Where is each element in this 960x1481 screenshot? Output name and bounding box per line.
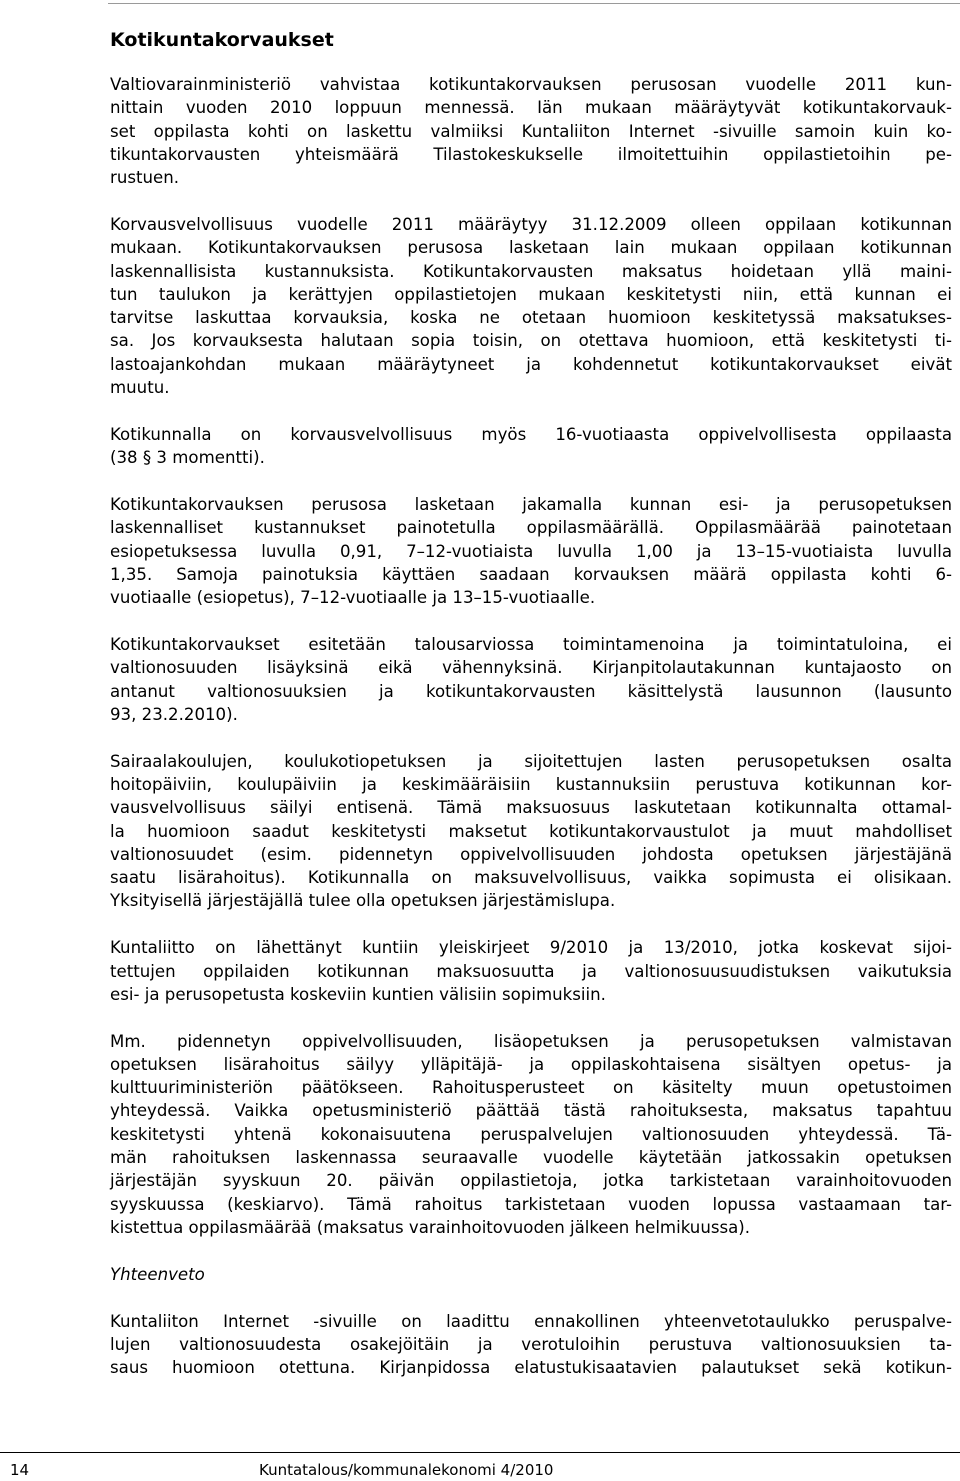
text-line: Kuntaliitto on lähettänyt kuntiin yleiskirjeet 9/2010 ja 13/2010, jotka koskevat sijoi- (110, 938, 952, 958)
section-subheading: Yhteenveto (110, 1264, 205, 1284)
paragraph (110, 493, 952, 609)
text-line: järjestäjän syyskuun 20. päivän oppilastietoja, jotka tarkistetaan varainhoitovuoden (110, 1171, 952, 1191)
paragraph-list (110, 73, 952, 1239)
text-line: esiopetuksessa luvulla 0,91, 7–12-vuotiaista luvulla 1,00 ja 13–15-vuotiaista luvulla (110, 541, 952, 561)
publication-title: Kuntatalous/kommunalekonomi 4/2010 (259, 1461, 554, 1479)
text-line: Sairaalakoulujen, koulukotiopetuksen ja sijoitettujen lasten perusopetuksen osalta (110, 751, 952, 771)
text-line: laskennalliset kustannukset painotetulla oppilasmäärällä. Oppilasmäärää painotetaan (110, 518, 952, 538)
page-number: 14 (10, 1461, 30, 1479)
text-line: (38 § 3 momentti). (110, 448, 265, 468)
text-line: opetuksen lisärahoitus säilyy ylläpitäjä- ja oppilaskohtaisena sisältyen opetus- ja (110, 1054, 952, 1074)
paragraph (110, 213, 952, 399)
paragraph (110, 633, 952, 726)
text-line: keskitetysti yhtenä kokonaisuutena peruspalvelujen valtionosuuden yhteydessä. Tä- (110, 1124, 952, 1144)
text-line: Yksityisellä järjestäjällä tulee olla opetuksen järjestämislupa. (110, 891, 616, 911)
text-line: Kotikuntakorvaukset esitetään talousarviossa toimintamenoina ja toimintatuloina, ei (110, 634, 952, 654)
text-line: kistettua oppilasmäärää (maksatus varainhoitovuoden jälkeen helmikuussa). (110, 1217, 751, 1237)
document-body (110, 26, 952, 1403)
text-line: kulttuuriministeriön päätökseen. Rahoitusperusteet on käsitelty muun opetustoimen (110, 1078, 952, 1098)
paragraph (110, 73, 952, 189)
paragraph (110, 936, 952, 1006)
text-line: tarvitse laskuttaa korvauksia, koska ne otetaan huomioon keskitetyssä maksatukses- (110, 308, 952, 328)
text-line: Kotikuntakorvauksen perusosa lasketaan jakamalla kunnan esi- ja perusopetuksen (110, 494, 952, 514)
text-line: nittain vuoden 2010 loppuun mennessä. Iän mukaan määräytyvät kotikuntakorvauk- (110, 98, 952, 118)
text-line: hoitopäiviin, koulupäiviin ja keskimääräisiin kustannuksiin perustuva kotikunnan kor- (110, 774, 952, 794)
paragraph (110, 1030, 952, 1240)
closing-paragraph (110, 1310, 952, 1380)
text-line: lujen valtionosuudesta osakejöitäin ja verotuloihin perustuva valtionosuuksien ta- (110, 1334, 952, 1354)
text-line: 93, 23.2.2010). (110, 704, 238, 724)
text-line: lastoajankohdan mukaan määräytyneet ja kohdennetut kotikuntakorvaukset eivät (110, 354, 952, 374)
text-line: laskennallisista kustannuksista. Kotikuntakorvausten maksatus hoidetaan yllä maini- (110, 261, 952, 281)
text-line: vuotiaalle (esiopetus), 7–12-vuotiaalle ja 13–15-vuotiaalle. (110, 588, 596, 608)
text-line: Kotikunnalla on korvausvelvollisuus myös 16-vuotiaasta oppivelvollisesta oppilaasta (110, 424, 952, 444)
text-line: tun taulukon ja kerättyjen oppilastietojen mukaan keskitetysti niin, että kunnan ei (110, 284, 952, 304)
text-line: rustuen. (110, 168, 180, 188)
text-line: syyskuussa (keskiarvo). Tämä rahoitus tarkistetaan vuoden lopussa vastaamaan tar- (110, 1194, 952, 1214)
text-line: män rahoituksen laskennassa seuraavalle vuodelle käytetään jatkossakin opetuksen (110, 1148, 952, 1168)
text-line: antanut valtionosuuksien ja kotikuntakorvausten käsittelystä lausunnon (lausunto (110, 681, 952, 701)
text-line: esi- ja perusopetusta koskeviin kuntien välisiin sopimuksiin. (110, 984, 606, 1004)
page-title: Kotikuntakorvaukset (110, 29, 334, 51)
text-line: 1,35. Samoja painotuksia käyttäen saadaan korvauksen määrä oppilasta kohti 6- (110, 564, 952, 584)
text-line: valtionosuuden lisäyksinä eikä vähennyksinä. Kirjanpitolautakunnan kuntajaosto on (110, 658, 952, 678)
text-line: mukaan. Kotikuntakorvauksen perusosa lasketaan lain mukaan oppilaan kotikunnan (110, 238, 952, 258)
paragraph (110, 750, 952, 913)
text-line: Kuntaliiton Internet -sivuille on laadittu ennakollinen yhteenvetotaulukko peruspalve- (110, 1311, 952, 1331)
text-line: saatu lisärahoitus). Kotikunnalla on maksuvelvollisuus, vaikka sopimusta ei olisikaan. (110, 868, 952, 888)
text-line: saus huomioon otettuna. Kirjanpidossa elatustukisaatavien palautukset sekä kotikun- (110, 1358, 952, 1378)
text-line: set oppilasta kohti on laskettu valmiiksi Kuntaliiton Internet -sivuille samoin kuin ko- (110, 121, 952, 141)
text-line: tikuntakorvausten yhteismäärä Tilastokeskukselle ilmoitettuihin oppilastietoihin pe- (110, 144, 952, 164)
text-line: tettujen oppilaiden kotikunnan maksuosuutta ja valtionosuusuudistuksen vaikutuksia (110, 961, 952, 981)
text-line: yhteydessä. Vaikka opetusministeriö päättää tästä rahoituksesta, maksatus tapahtuu (110, 1101, 952, 1121)
text-line: vausvelvollisuus säilyi entisenä. Tämä maksuosuus laskutetaan kotikunnalta ottamal- (110, 798, 952, 818)
footer-rule (0, 1452, 960, 1453)
text-line: muutu. (110, 378, 170, 398)
text-line: Korvausvelvollisuus vuodelle 2011 määräytyy 31.12.2009 olleen oppilaan kotikunnan (110, 214, 952, 234)
text-line: la huomioon saadut keskitetysti maksetut kotikuntakorvaustulot ja muut mahdolliset (110, 821, 952, 841)
text-line: Mm. pidennetyn oppivelvollisuuden, lisäopetuksen ja perusopetuksen valmistavan (110, 1031, 952, 1051)
text-line: Valtiovarainministeriö vahvistaa kotikuntakorvauksen perusosan vuodelle 2011 kun- (110, 75, 952, 94)
paragraph (110, 423, 952, 470)
page-top-rule (108, 3, 960, 4)
text-line: valtionosuudet (esim. pidennetyn oppivelvollisuuden johdosta opetuksen järjestäjänä (110, 844, 952, 864)
text-line: sa. Jos korvauksesta halutaan sopia toisin, on otettava huomioon, että keskitetysti ti- (110, 331, 952, 351)
